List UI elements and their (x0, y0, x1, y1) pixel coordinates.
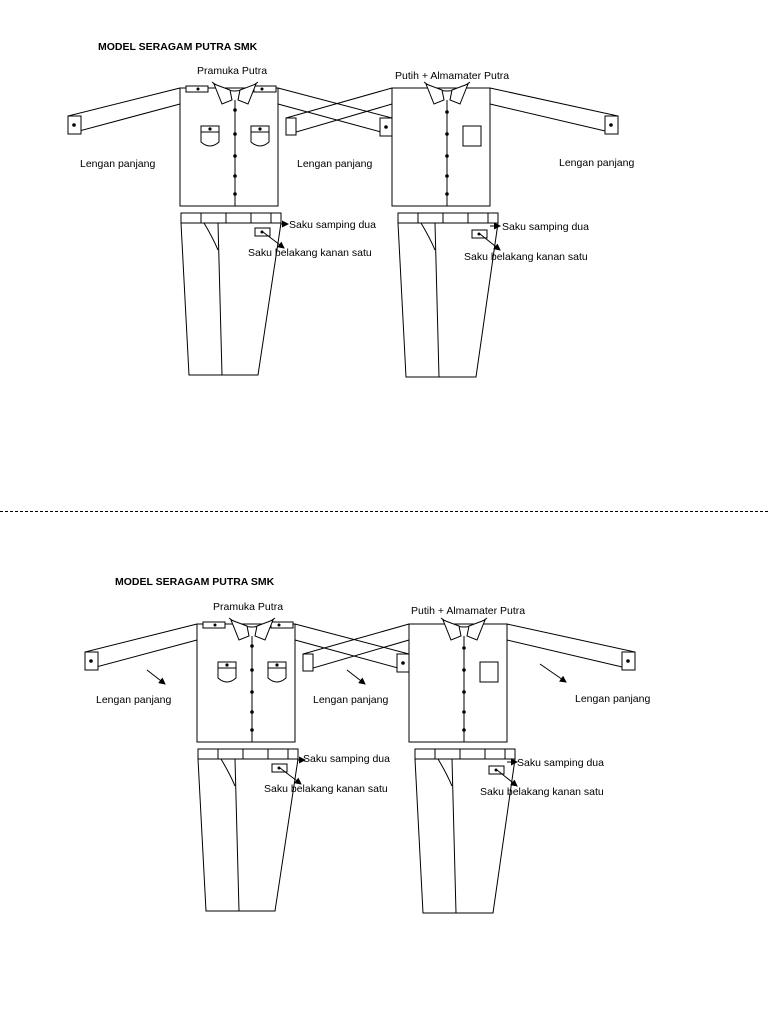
panel-2-back-pocket-label-1: Saku belakang kanan satu (264, 783, 388, 795)
panel-2-left-uniform-label: Pramuka Putra (213, 601, 284, 613)
panel-2-sleeve-label-2: Lengan panjang (313, 694, 389, 706)
panel-1-back-pocket-label-1: Saku belakang kanan satu (248, 247, 372, 259)
panel-2-side-pocket-label-1: Saku samping dua (303, 753, 390, 765)
panel-1-left-uniform-label: Pramuka Putra (197, 65, 268, 77)
panel-1-sleeve-label-3: Lengan panjang (559, 157, 635, 169)
panel-2-sleeve-label-1: Lengan panjang (96, 694, 172, 706)
panel-2-side-pocket-label-2: Saku samping dua (517, 757, 604, 769)
panel-2-back-pocket-label-2: Saku belakang kanan satu (480, 786, 604, 798)
panel-1-side-pocket-label-1: Saku samping dua (289, 219, 376, 231)
panel-1-sleeve-label-2: Lengan panjang (297, 158, 373, 170)
panel-1-sleeve-label-1: Lengan panjang (80, 158, 156, 170)
panel-2-title: MODEL SERAGAM PUTRA SMK (115, 576, 275, 588)
panel-1-side-pocket-label-2: Saku samping dua (502, 221, 589, 233)
cut-line (0, 511, 768, 512)
panel-1-back-pocket-label-2: Saku belakang kanan satu (464, 251, 588, 263)
panel-1-title: MODEL SERAGAM PUTRA SMK (98, 41, 258, 53)
panel-2-sleeve-label-3: Lengan panjang (575, 693, 651, 705)
panel-2-right-uniform-label: Putih + Almamater Putra (411, 605, 526, 617)
panel-1-right-uniform-label: Putih + Almamater Putra (395, 70, 510, 82)
